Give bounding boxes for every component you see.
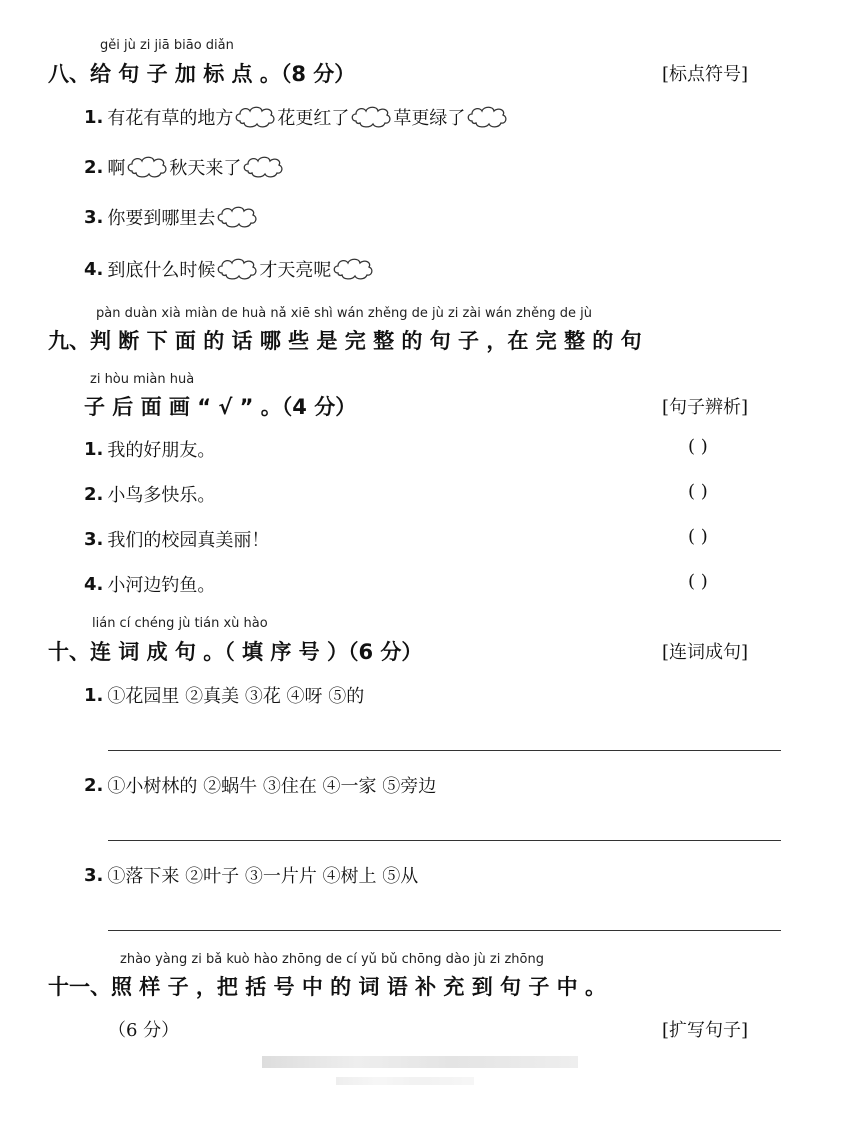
section9-tag: [句子辨析] (662, 397, 749, 418)
cloud-blank-icon[interactable] (216, 204, 258, 230)
section10-tag: [连词成句] (662, 642, 749, 663)
item-number: 1. (84, 106, 104, 128)
cloud-blank-icon[interactable] (242, 154, 284, 180)
item-number: 4. (84, 258, 104, 280)
item-text: 花更红了 (277, 108, 350, 129)
item-text: ①落下来 ②叶子 ③一片片 ④树上 ⑤从 (107, 866, 419, 887)
section10-item-1 (84, 682, 364, 708)
blurred-watermark (336, 1077, 474, 1085)
answer-parentheses[interactable]: ( ) (688, 571, 708, 592)
item-text: 小河边钓鱼。 (107, 575, 216, 596)
section9-title-line1: 九、判 断 下 面 的 话 哪 些 是 完 整 的 句 子 ，在 完 整 的 句 (48, 329, 642, 353)
section8-item-1 (84, 104, 509, 130)
section9-title-line2: 子 后 面 画 “ √ ” 。（4 分） (84, 395, 357, 419)
section8-item-3 (84, 204, 259, 230)
section8-item-2 (84, 154, 285, 180)
answer-parentheses[interactable]: ( ) (688, 526, 708, 547)
answer-parentheses[interactable]: ( ) (688, 436, 708, 457)
item-number: 4. (84, 573, 104, 595)
item-text: 秋天来了 (169, 158, 242, 179)
cloud-blank-icon[interactable] (126, 154, 168, 180)
cloud-blank-icon[interactable] (332, 256, 374, 282)
item-text: 才天亮呢 (259, 260, 332, 281)
item-text: 草更绿了 (393, 108, 466, 129)
item-number: 2. (84, 774, 104, 796)
item-text: ①花园里 ②真美 ③花 ④呀 ⑤的 (107, 686, 365, 707)
item-number: 2. (84, 156, 104, 178)
section10-pinyin: lián cí chéng jù tián xù hào (92, 616, 268, 631)
item-text: 我们的校园真美丽！ (107, 530, 270, 551)
item-text: ①小树林的 ②蜗牛 ③住在 ④一家 ⑤旁边 (107, 776, 437, 797)
blurred-watermark (262, 1056, 578, 1068)
section9-item-4 (84, 571, 215, 597)
item-text: 我的好朋友。 (107, 440, 216, 461)
section10-title: 十、连 词 成 句 。（ 填 序 号 ）（6 分） (48, 640, 423, 664)
cloud-blank-icon[interactable] (350, 104, 392, 130)
item-text: 有花有草的地方 (107, 108, 234, 129)
item-number: 3. (84, 864, 104, 886)
section11-pinyin: zhào yàng zi bǎ kuò hào zhōng de cí yǔ bǔ chōng dào jù zi zhōng (120, 952, 544, 967)
section10-item-3 (84, 862, 418, 888)
item-text: 你要到哪里去 (107, 208, 216, 229)
cloud-blank-icon[interactable] (216, 256, 258, 282)
section9-item-1 (84, 436, 215, 462)
item-text: 小鸟多快乐。 (107, 485, 216, 506)
section8-tag: [标点符号] (662, 64, 749, 85)
section11-score: （6 分） (108, 1020, 180, 1041)
section8-item-4 (84, 256, 375, 282)
section9-item-2 (84, 481, 215, 507)
section10-item-2 (84, 772, 436, 798)
item-text: 到底什么时候 (107, 260, 216, 281)
item-number: 1. (84, 438, 104, 460)
cut-off-line (84, 1014, 784, 1041)
item-number: 1. (84, 684, 104, 706)
item-number: 3. (84, 528, 104, 550)
item-number: 3. (84, 206, 104, 228)
section11-title: 十一、照 样 子 ，把 括 号 中 的 词 语 补 充 到 句 子 中 。 (48, 975, 606, 999)
cloud-blank-icon[interactable] (466, 104, 508, 130)
item-number: 2. (84, 483, 104, 505)
cloud-blank-icon[interactable] (234, 104, 276, 130)
answer-line[interactable] (108, 750, 781, 751)
section8-title: 八、给 句 子 加 标 点 。（8 分） (48, 62, 356, 86)
section9-pinyin-line1: pàn duàn xià miàn de huà nǎ xiē shì wán zhěng de jù zi zài wán zhěng de jù (96, 306, 592, 321)
answer-line[interactable] (108, 930, 781, 931)
section8-pinyin: gěi jù zi jiā biāo diǎn (100, 38, 234, 53)
section9-pinyin-line2: zi hòu miàn huà (90, 372, 195, 387)
answer-line[interactable] (108, 840, 781, 841)
section11-tag: [扩写句子] (662, 1020, 749, 1041)
section9-item-3 (84, 526, 269, 552)
answer-parentheses[interactable]: ( ) (688, 481, 708, 502)
item-text: 啊 (107, 158, 126, 179)
